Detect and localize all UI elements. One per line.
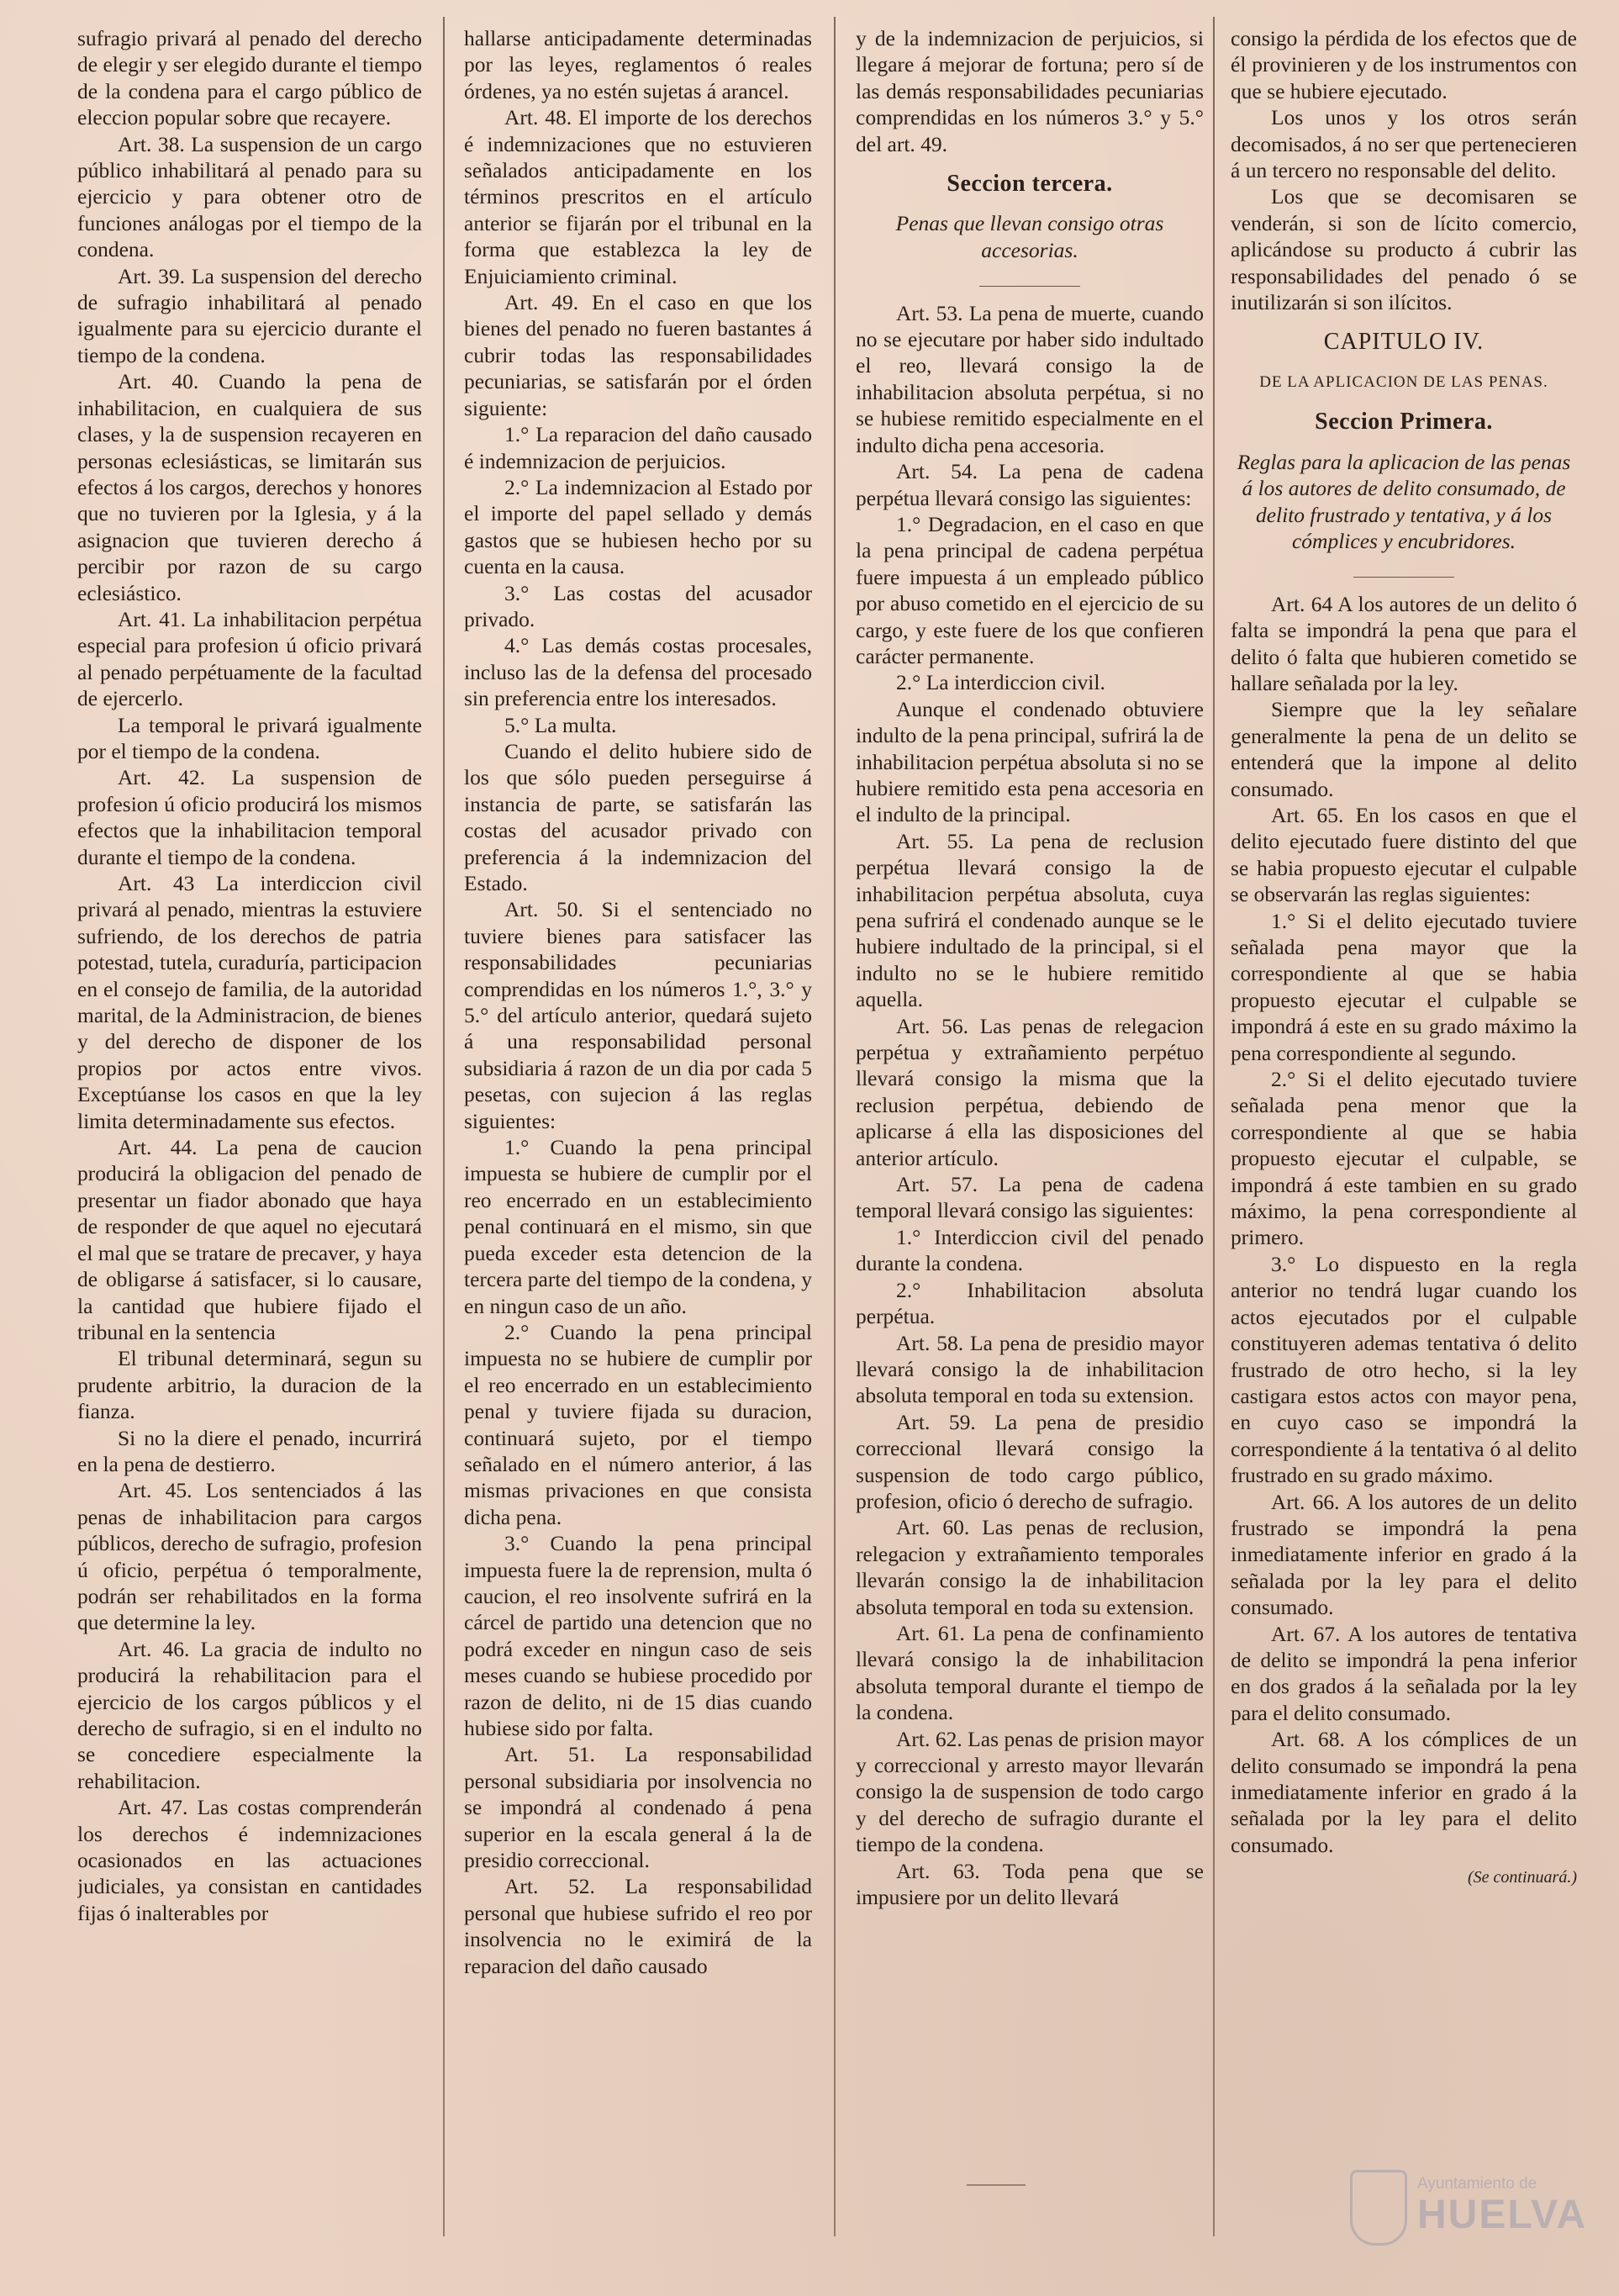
chapter-title: DE LA APLICACION DE LAS PENAS. xyxy=(1259,372,1548,391)
paragraph: Art. 53. La pena de muerte, cuando no se ejecutare por haber sido indultado el reo, llevará consigo la de inhabilitacion absoluta perpétua, si no se hubiese remitido especialmente en el indulto dicha pena accesoria. xyxy=(856,300,1204,457)
separator xyxy=(856,267,1204,293)
watermark-title: HUELVA xyxy=(1417,2193,1588,2237)
archive-watermark xyxy=(1342,2170,1588,2262)
paragraph: Art. 38. La suspension de un cargo público inhabilitará al penado para su ejercicio y para obtener otro de funciones análogas por el tiempo de la condena. xyxy=(77,131,422,262)
paragraph: La temporal le privará igualmente por el tiempo de la condena. xyxy=(77,712,422,763)
paragraph: Art. 42. La suspension de profesion ú oficio producirá los mismos efectos que la inhabilitacion temporal durante el tiempo de la condena. xyxy=(77,765,422,869)
paragraph: 1.° Cuando la pena principal impuesta se hubiere de cumplir por el reo encerrado en un establecimiento penal continuará en el mismo, sin que pueda exceder esta detencion de la tercera parte del tiempo de la condena, y en ningun caso de un año. xyxy=(464,1135,812,1318)
column-1 xyxy=(77,25,422,2211)
paragraph: 2.° Cuando la pena principal impuesta no se hubiere de cumplir por el reo encerrado en un establecimiento penal y tuviere fijada su duracion, continuará sujeto, por el tiempo señalado en el número anterior, á las mismas privaciones en que consista dicha pena. xyxy=(464,1319,812,1529)
paragraph: Art. 55. La pena de reclusion perpétua llevará consigo la de inhabilitacion perpétua absoluta, cuya pena sufrirá el condenado aunque se le hubiere indultado de la principal, si el indulto no se le hubiere remitido aquella. xyxy=(856,828,1204,1012)
paragraph: Art. 50. Si el sentenciado no tuviere bienes para satisfacer las responsabilidades pecuniarias comprendidas en los números 1.°, 3.° y 5.° del artículo anterior, quedará sujeto á una responsabilidad personal subsidiaria á razon de un dia por cada 5 pesetas, con sujecion á las reglas siguientes: xyxy=(464,897,812,1133)
paragraph: Cuando el delito hubiere sido de los que sólo pueden perseguirse á instancia de parte, se satisfarán las costas del acusador privado con preferencia á la indemnizacion del Estado. xyxy=(464,738,812,895)
paragraph: 1.° Degradacion, en el caso en que la pena principal de cadena perpétua fuere impuesta á un empleado público por abuso cometido en el ejercicio de su cargo, y este fuere de los que confieren carácter permanente. xyxy=(856,511,1204,668)
paragraph: Aunque el condenado obtuviere indulto de la pena principal, sufrirá la de inhabilitacion perpétua absoluta si no se hubiere remitido esta pena accesoria en el indulto de la principal. xyxy=(856,696,1204,827)
end-flourish xyxy=(967,2184,1026,2186)
paragraph: 1.° Si el delito ejecutado tuviere señalada pena mayor que la correspondiente al que se habia propuesto ejecutar el culpable se impondrá á este en su grado máximo la pena correspondiente al segundo. xyxy=(1231,908,1577,1065)
paragraph: 5.° La multa. xyxy=(504,712,617,737)
paragraph: Art. 39. La suspension del derecho de sufragio inhabilitará al penado igualmente para su ejercicio durante el tiempo de la condena. xyxy=(77,263,422,367)
coat-of-arms-icon xyxy=(1350,2170,1407,2246)
paragraph: 2.° La interdiccion civil. xyxy=(896,670,1105,695)
section-heading: Seccion tercera. xyxy=(947,171,1113,198)
section-heading: Seccion Primera. xyxy=(1315,409,1493,435)
column-2 xyxy=(464,25,812,2211)
paragraph: Art. 46. La gracia de indulto no producirá la rehabilitacion para el ejercicio de los cargos públicos y el derecho de sufragio, si en el indulto no se concediere especialmente la rehabilitacion. xyxy=(77,1636,422,1793)
paragraph: 1.° La reparacion del daño causado é indemnizacion de perjuicios. xyxy=(464,422,812,473)
column-4 xyxy=(1231,25,1577,2211)
paragraph: Art. 67. A los autores de tentativa de delito se impondrá la pena inferior en dos grados á la señalada por la ley para el delito consumado. xyxy=(1231,1621,1577,1725)
paragraph: Art. 61. La pena de confinamiento llevará consigo la de inhabilitacion absoluta temporal durante el tiempo de la condena. xyxy=(856,1620,1204,1725)
paragraph: 1.° Interdiccion civil del penado durante la condena. xyxy=(856,1224,1204,1276)
paragraph: 3.° Lo dispuesto en la regla anterior no tendrá lugar cuando los actos ejecutados por el culpable constituyeren ademas tentativa ó delito frustrado de otro hecho, si la ley castigara estos actos con mayor pena, en cuyo caso se impondrá la correspondiente á la tentativa ó al delito frustrado en su grado máximo. xyxy=(1231,1251,1577,1488)
paragraph: El tribunal determinará, segun su prudente arbitrio, la duracion de la fianza. xyxy=(77,1346,422,1424)
paragraph: y de la indemnizacion de perjuicios, si llegare á mejorar de fortuna; pero sí de las demás responsabilidades pecuniarias comprendidas en los números 3.° y 5.° del art. 49. xyxy=(856,26,1204,156)
paragraph: Art. 45. Los sentenciados á las penas de inhabilitacion para cargos públicos, derecho de sufragio, profesion ú oficio, perpétua ó temporalmente, podrán ser rehabilitados en la forma que determine la ley. xyxy=(77,1478,422,1635)
paragraph: Art. 48. El importe de los derechos é indemnizaciones que no estuvieren señalados anticipadamente en los términos prescritos en el artículo anterior se fijarán por el tribunal en la forma que establezca la ley de Enjuiciamiento criminal. xyxy=(464,105,812,288)
paragraph: 4.° Las demás costas procesales, incluso las de la defensa del procesado sin preferencia entre los interesados. xyxy=(464,633,812,711)
paragraph: Art. 54. La pena de cadena perpétua llevará consigo las siguientes: xyxy=(856,459,1204,510)
paragraph: 2.° La indemnizacion al Estado por el importe del papel sellado y demás gastos que se hubiesen hecho por su cuenta en la causa. xyxy=(464,474,812,579)
paragraph: Art. 58. La pena de presidio mayor llevará consigo la de inhabilitacion absoluta temporal en toda su extension. xyxy=(856,1330,1204,1408)
paragraph: Art. 62. Las penas de prision mayor y correccional y arresto mayor llevarán consigo la de suspension de todo cargo y del derecho de sufragio durante el tiempo de la condena. xyxy=(856,1726,1204,1857)
paragraph: Siempre que la ley señalare generalmente la pena de un delito se entenderá que la impone al delito consumado. xyxy=(1231,697,1577,801)
section-subheading: Reglas para la aplicacion de las penas á los autores de delito consumado, de delito frustrado y tentativa, y á los cómplices y encubridores. xyxy=(1237,449,1571,553)
paragraph: Art. 63. Toda pena que se impusiere por un delito llevará xyxy=(856,1858,1204,1910)
paragraph: Art. 66. A los autores de un delito frustrado se impondrá la pena inmediatamente inferior en grado á la señalada por la ley para el delito consumado. xyxy=(1231,1489,1577,1620)
paragraph: Art. 68. A los cómplices de un delito consumado se impondrá la pena inmediatamente inferior en grado á la señalada por la ley para el delito consumado. xyxy=(1231,1727,1577,1857)
paragraph: consigo la pérdida de los efectos que de él provinieren y de los instrumentos con que se hubiere ejecutado. xyxy=(1231,26,1577,103)
watermark-caption: Ayuntamiento de xyxy=(1417,2175,1537,2193)
column-rule xyxy=(834,17,836,2236)
paragraph: Los unos y los otros serán decomisados, á no ser que pertenecieren á un tercero no responsable del delito. xyxy=(1231,105,1577,183)
paragraph: Art. 59. La pena de presidio correccional llevará consigo la suspension de todo cargo público, profesion, oficio ó derecho de sufragio. xyxy=(856,1409,1204,1513)
paragraph: Los que se decomisaren se venderán, si son de lícito comercio, aplicándose su producto á cubrir las responsabilidades del penado ó se inutilizarán si son ilícitos. xyxy=(1231,184,1577,315)
chapter-heading: CAPITULO IV. xyxy=(1323,329,1485,356)
paragraph: 2.° Si el delito ejecutado tuviere señalada pena menor que la correspondiente al que se habia propuesto ejecutar el culpable, se impondrá á este tambien en su grado máximo, la pena correspondiente al primero. xyxy=(1231,1067,1577,1250)
paragraph: Art. 44. La pena de caucion producirá la obligacion del penado de presentar un fiador abonado que haya de responder de que aquel no ejecutará el mal que se tratare de precaver, y haya de obligarse á satisfacer, si lo causare, la cantidad que hubiere fijado el tribunal en la sentencia xyxy=(77,1135,422,1344)
paragraph: Si no la diere el penado, incurrirá en la pena de destierro. xyxy=(77,1425,422,1476)
paragraph: Art. 57. La pena de cadena temporal llevará consigo las siguientes: xyxy=(856,1172,1204,1223)
paragraph: Art. 49. En el caso en que los bienes del penado no fueren bastantes á cubrir todas las responsabilidades pecuniarias, se satisfarán por el órden siguiente: xyxy=(464,290,812,420)
paragraph: 3.° Las costas del acusador privado. xyxy=(464,580,812,631)
paragraph: Art. 47. Las costas comprenderán los derechos é indemnizaciones ocasionados en las actuaciones judiciales, ya consistan en cantidades fijas ó inalterables por xyxy=(77,1795,422,1925)
paragraph: 2.° Inhabilitacion absoluta perpétua. xyxy=(856,1277,1204,1329)
paragraph: Art. 43 La interdiccion civil privará al penado, mientras la estuviere sufriendo, de los derechos de patria potestad, tutela, curaduría, participacion en el consejo de familia, de la autoridad marital, de la Administracion, de bienes y del derecho de disponer de los propios por actos entre vivos. Exceptúanse los casos en que la ley limita determinadamente sus efectos. xyxy=(77,871,422,1133)
paragraph: Art. 40. Cuando la pena de inhabilitacion, en cualquiera de sus clases, y la de suspension recayeren en personas eclesiásticas, se limitarán sus efectos á los cargos, derechos y honores que no tuvieren por la Iglesia, y á la asignacion que tuvieren derecho á percibir por razon de su cargo eclesiástico. xyxy=(77,369,422,605)
paragraph: hallarse anticipadamente determinadas por las leyes, reglamentos ó reales órdenes, ya no estén sujetas á arancel. xyxy=(464,26,812,103)
paragraph: Art. 51. La responsabilidad personal subsidiaria por insolvencia no se impondrá al condenado á pena superior en la escala general á la de presidio correccional. xyxy=(464,1742,812,1873)
paragraph: Art. 56. Las penas de relegacion perpétua y extrañamiento perpétuo llevará consigo la misma que la reclusion perpétua, debiendo de aplicarse á ella las disposiciones del anterior artículo. xyxy=(856,1013,1204,1170)
continuation-note: (Se continuará.) xyxy=(1468,1868,1577,1887)
column-rule xyxy=(443,17,445,2236)
column-3 xyxy=(856,25,1204,2211)
paragraph: Art. 41. La inhabilitacion perpétua especial para profesion ú oficio privará al penado perpétuamente de la facultad de ejercerlo. xyxy=(77,606,422,711)
separator xyxy=(1231,557,1577,583)
section-subheading: Penas que llevan consigo otras accesorias. xyxy=(895,211,1164,262)
paragraph: sufragio privará al penado del derecho de elegir y ser elegido durante el tiempo de la condena para el cargo público de eleccion popular sobre que recayere. xyxy=(77,26,422,130)
column-rule xyxy=(1213,17,1215,2236)
paragraph: Art. 52. La responsabilidad personal que hubiese sufrido el reo por insolvencia no le eximirá de la reparacion del daño causado xyxy=(464,1874,812,1978)
paragraph: Art. 65. En los casos en que el delito ejecutado fuere distinto del que se habia propuesto ejecutar el culpable se observarán las reglas siguientes: xyxy=(1231,802,1577,907)
paragraph: Art. 64 A los autores de un delito ó falta se impondrá la pena que para el delito ó falta que hubieren cometido se hallare señalada por la ley. xyxy=(1231,591,1577,695)
paragraph: Art. 60. Las penas de reclusion, relegacion y extrañamiento temporales llevarán consigo la de inhabilitacion absoluta temporal en toda su extension. xyxy=(856,1515,1204,1619)
paragraph: 3.° Cuando la pena principal impuesta fuere la de reprension, multa ó caucion, el reo insolvente sufrirá en la cárcel de partido una detencion que no podrá exceder en ningun caso de seis meses cuando se hubiese procedido por razon de delito, ni de 15 dias cuando hubiese sido por falta. xyxy=(464,1531,812,1740)
